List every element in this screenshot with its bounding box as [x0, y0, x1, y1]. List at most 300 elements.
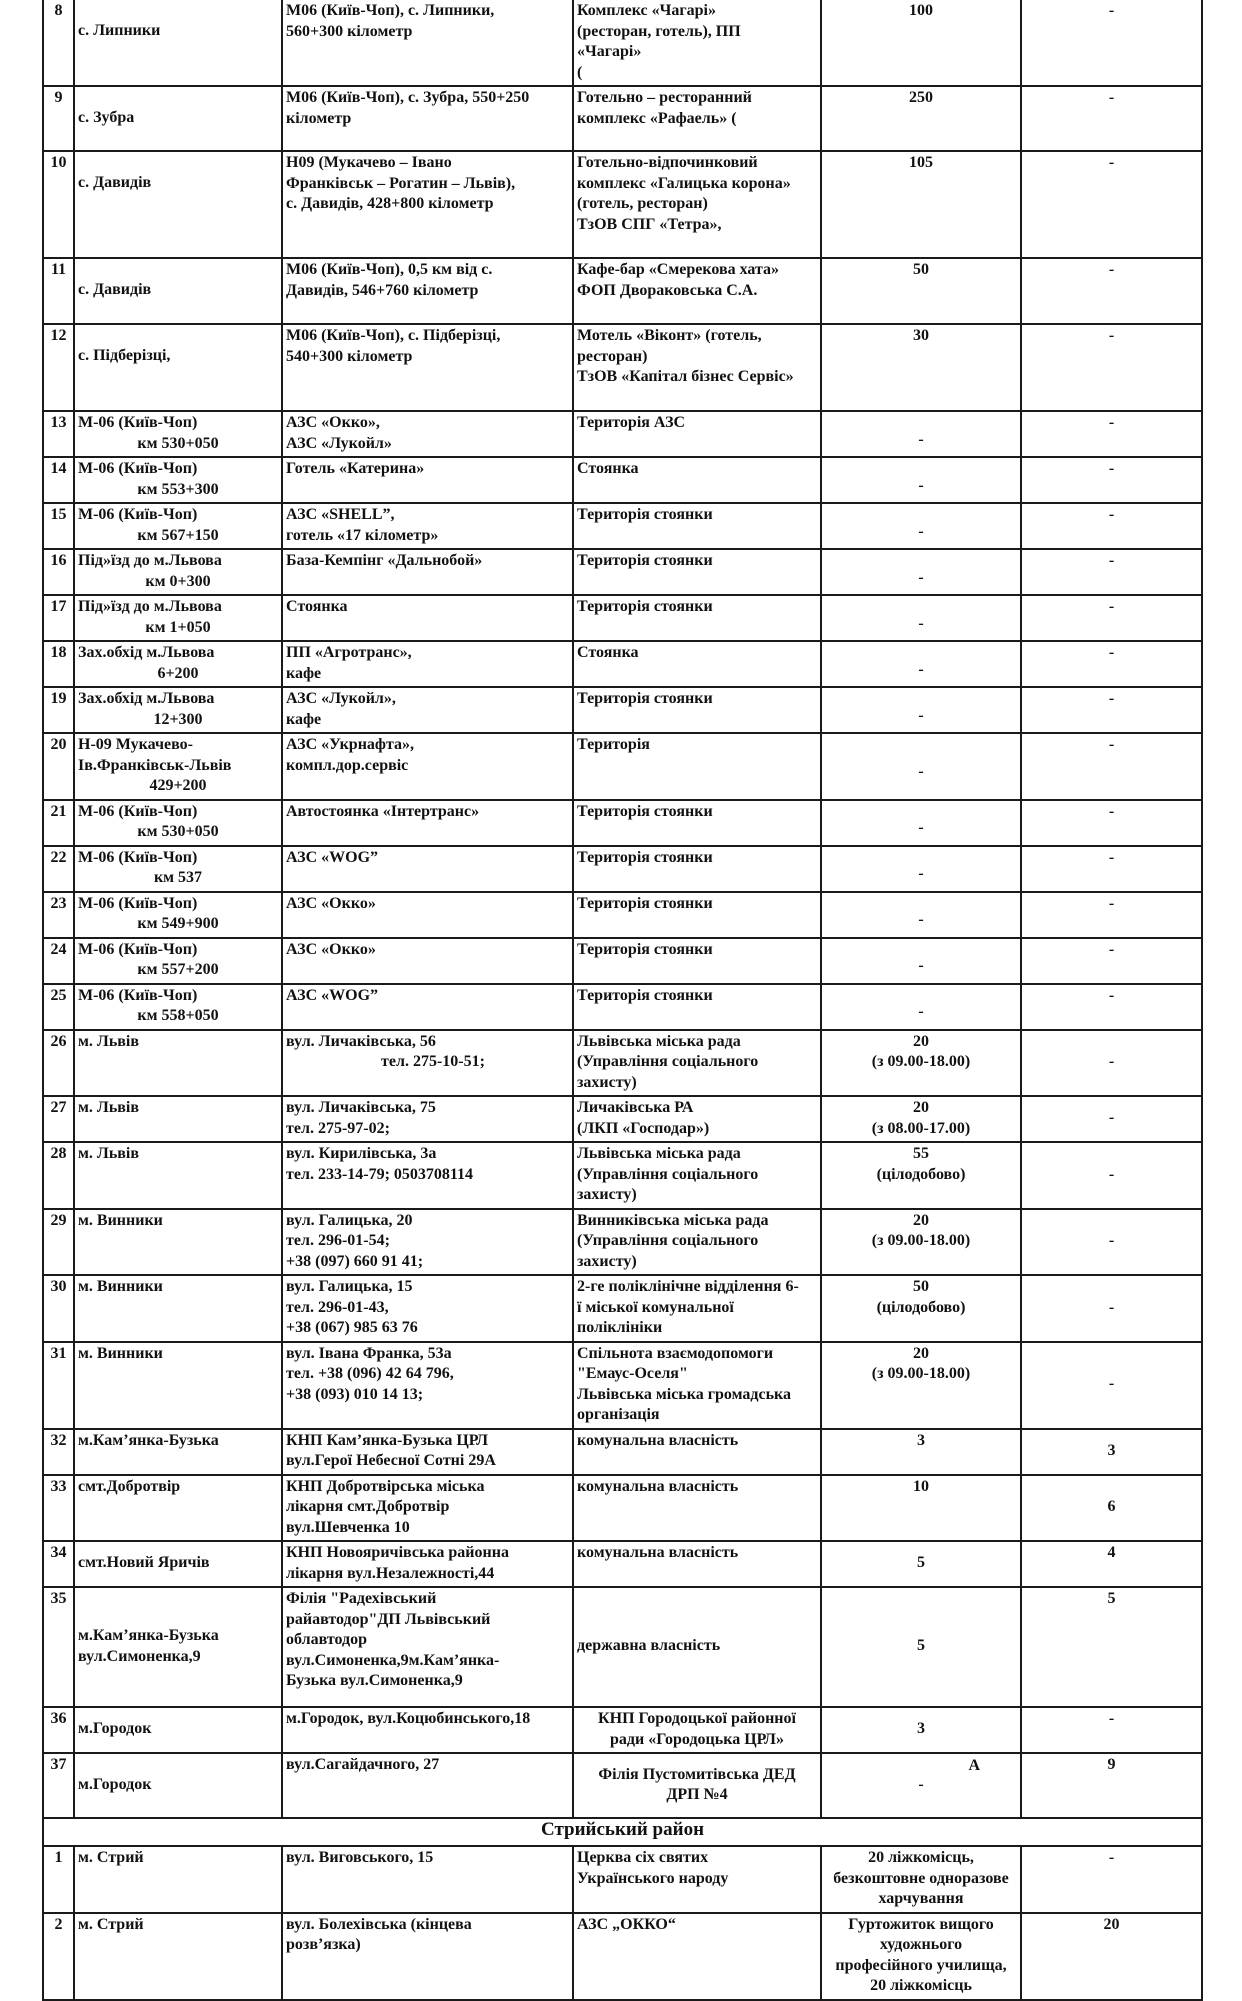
place-cell	[74, 733, 282, 800]
capacity-cell	[821, 595, 1021, 641]
object-cell: Територія АЗС	[573, 411, 821, 457]
place-km-text: км 549+900	[137, 915, 219, 932]
capacity-text: -	[918, 522, 924, 540]
place-cell	[74, 549, 282, 595]
place-cell	[74, 1587, 282, 1707]
object-cell: Територія стоянки	[573, 984, 821, 1030]
table-row	[43, 151, 1202, 258]
capacity-cell	[821, 411, 1021, 457]
extra-cell: -	[1021, 1275, 1202, 1342]
capacity-text: -	[918, 706, 924, 724]
row-number: 33	[43, 1475, 74, 1542]
extra-cell: 5	[1021, 1587, 1202, 1707]
object-cell: Територія стоянки	[573, 503, 821, 549]
place-text: смт.Добротвір	[78, 1477, 181, 1495]
place-text: М-06 (Київ-Чоп)	[78, 460, 198, 477]
place-text: с. Липники	[78, 22, 161, 39]
table-row	[43, 1846, 1202, 1913]
place-km-text: 429+200	[149, 777, 207, 794]
table-row	[43, 1587, 1202, 1707]
place-text: Зах.обхід м.Львова	[78, 644, 215, 661]
road-cell	[282, 503, 573, 549]
capacity-cell	[821, 1275, 1021, 1342]
capacity-text: -	[918, 819, 924, 837]
capacity-cell	[821, 1541, 1021, 1587]
road-cell	[282, 1475, 573, 1542]
road-text: КНП Новояричівська районна лікарня вул.Незалежності,44	[286, 1544, 509, 1582]
object-cell: Територія стоянки	[573, 846, 821, 892]
capacity-cell	[821, 1707, 1021, 1753]
place-cell	[74, 938, 282, 984]
place-text: М-06 (Київ-Чоп)	[78, 894, 198, 912]
row-number: 19	[43, 687, 74, 733]
place-km-text: 6+200	[157, 664, 199, 682]
table-row	[43, 1753, 1202, 1818]
extra-cell: -	[1021, 1030, 1202, 1097]
road-cell	[282, 595, 573, 641]
capacity-text: -	[918, 763, 924, 780]
road-cell	[282, 1275, 573, 1342]
object-cell: Територія стоянки	[573, 549, 821, 595]
phone-text: тел. 275-10-51;	[381, 1053, 485, 1070]
capacity-cell	[821, 457, 1021, 503]
place-text: м.Городок	[78, 1720, 152, 1738]
place-text: м. Львів	[78, 1145, 140, 1162]
table-row	[43, 1541, 1202, 1587]
object-cell: Стоянка	[573, 457, 821, 503]
row-number: 25	[43, 984, 74, 1030]
place-text: с. Зубра	[78, 109, 135, 126]
row-number: 1	[43, 1846, 74, 1913]
extra-cell: -	[1021, 1096, 1202, 1142]
place-cell	[74, 1753, 282, 1818]
object-cell: Спільнота взаємодопомоги "Емаус-Оселя" Львівська міська громадська організація	[573, 1342, 821, 1429]
road-text: Філія "Радехівський райавтодор"ДП Львівський облавтодор вул.Симоненка,9м.Кам’янка- Бузька вул.Симоненка,9	[286, 1590, 500, 1689]
table-row	[43, 687, 1202, 733]
extra-cell: -	[1021, 595, 1202, 641]
row-number: 14	[43, 457, 74, 503]
place-cell	[74, 892, 282, 938]
extra-cell: -	[1021, 86, 1202, 151]
table-row	[43, 1275, 1202, 1342]
place-text: м. Винники	[78, 1278, 163, 1295]
row-number: 28	[43, 1142, 74, 1209]
capacity-text: 20 (з 08.00-17.00)	[871, 1099, 971, 1137]
road-text: вул. Личаківська, 56	[286, 1032, 436, 1050]
place-cell	[74, 1541, 282, 1587]
object-cell: комунальна власність	[573, 1429, 821, 1475]
row-number: 23	[43, 892, 74, 938]
table-row	[43, 411, 1202, 457]
road-cell: вул. Болехівська (кінцева розв’язка)	[282, 1913, 573, 2000]
capacity-text: 20 (з 09.00-18.00)	[871, 1211, 971, 1249]
object-cell: КНП Городоцької районної ради «Городоцька ЦРЛ»	[573, 1707, 821, 1753]
extra-cell: -	[1021, 641, 1202, 687]
extra-cell: -	[1021, 1142, 1202, 1209]
row-number: 20	[43, 733, 74, 800]
road-text: вул. Личаківська, 75 тел. 275-97-02;	[286, 1099, 436, 1137]
row-number: 36	[43, 1707, 74, 1753]
object-cell: Територія стоянки	[573, 687, 821, 733]
place-cell: м. Стрий	[74, 1846, 282, 1913]
place-text: М-06 (Київ-Чоп)	[78, 848, 198, 866]
object-cell: Львівська міська рада (Управління соціального захисту)	[573, 1142, 821, 1209]
table-row	[43, 0, 1202, 86]
row-number: 18	[43, 641, 74, 687]
capacity-cell	[821, 733, 1021, 800]
object-cell: комунальна власність	[573, 1541, 821, 1587]
table-row	[43, 1707, 1202, 1753]
capacity-cell: 250	[821, 86, 1021, 151]
table-row	[43, 800, 1202, 846]
extra-cell: -	[1021, 0, 1202, 86]
object-cell: Стоянка	[573, 641, 821, 687]
extra-cell: -	[1021, 1707, 1202, 1753]
road-text: АЗС «Окко»	[286, 894, 376, 912]
place-cell	[74, 1475, 282, 1542]
table-row	[43, 324, 1202, 411]
road-cell	[282, 892, 573, 938]
row-number: 15	[43, 503, 74, 549]
extra-cell: 9	[1021, 1753, 1202, 1818]
place-text: м. Винники	[78, 1344, 163, 1362]
road-text: вул.Сагайдачного, 27	[286, 1756, 440, 1773]
row-number: 35	[43, 1587, 74, 1707]
road-cell	[282, 641, 573, 687]
place-text: м.Городок	[78, 1775, 152, 1793]
place-cell	[74, 800, 282, 846]
row-number: 22	[43, 846, 74, 892]
table-row	[43, 1030, 1202, 1097]
capacity-cell	[821, 1429, 1021, 1475]
place-text: М-06 (Київ-Чоп)	[78, 802, 198, 820]
capacity-cell	[821, 892, 1021, 938]
place-km-text: км 0+300	[145, 572, 211, 590]
extra-cell: -	[1021, 258, 1202, 324]
capacity-text: -	[918, 865, 924, 883]
road-text: АЗС «Укрнафта», компл.дор.сервіс	[286, 736, 415, 774]
section-header-row	[43, 1818, 1202, 1846]
road-cell	[282, 1342, 573, 1429]
row-number: 29	[43, 1209, 74, 1276]
road-cell	[282, 687, 573, 733]
place-cell	[74, 641, 282, 687]
road-cell	[282, 938, 573, 984]
place-cell	[74, 1209, 282, 1276]
table-row	[43, 984, 1202, 1030]
extra-cell: -	[1021, 687, 1202, 733]
object-cell: Територія стоянки	[573, 595, 821, 641]
road-cell	[282, 984, 573, 1030]
table-row	[43, 1475, 1202, 1542]
extra-cell: -	[1021, 938, 1202, 984]
row-number: 10	[43, 151, 74, 258]
table-row	[43, 1429, 1202, 1475]
capacity-text: 3	[917, 1431, 925, 1449]
capacity-cell	[821, 641, 1021, 687]
capacity-text: -	[918, 476, 924, 494]
table-row	[43, 503, 1202, 549]
road-text: АЗС «Лукойл», кафе	[286, 690, 396, 728]
extra-cell: -	[1021, 411, 1202, 457]
road-text: АЗС «WOG”	[286, 986, 379, 1004]
place-text: м.Кам’янка-Бузька вул.Симоненка,9	[78, 1627, 219, 1665]
row-number: 31	[43, 1342, 74, 1429]
object-cell: Територія	[573, 733, 821, 800]
road-text: АЗС «Окко»	[286, 940, 376, 958]
row-number: 26	[43, 1030, 74, 1097]
object-cell: Львівська міська рада (Управління соціального захисту)	[573, 1030, 821, 1097]
road-cell	[282, 411, 573, 457]
place-text: м. Львів	[78, 1032, 140, 1050]
road-cell: Н09 (Мукачево – Івано Франківськ – Рогатин – Львів), с. Давидів, 428+800 кілометр	[282, 151, 573, 258]
road-cell	[282, 1429, 573, 1475]
capacity-cell	[821, 846, 1021, 892]
row-number: 8	[43, 0, 74, 86]
extra-cell: 3	[1021, 1429, 1202, 1475]
place-cell	[74, 687, 282, 733]
capacity-text: 20 (з 09.00-18.00)	[871, 1032, 971, 1070]
road-cell: М06 (Київ-Чоп), 0,5 км від с. Давидів, 546+760 кілометр	[282, 258, 573, 324]
table-row	[43, 86, 1202, 151]
place-km-text: км 558+050	[137, 1007, 219, 1024]
capacity-text: -	[918, 1003, 924, 1021]
place-km-text: км 1+050	[145, 618, 211, 636]
place-text: Під»їзд до м.Львова	[78, 598, 222, 615]
row-number: 37	[43, 1753, 74, 1818]
extra-cell: -	[1021, 892, 1202, 938]
capacity-cell	[821, 549, 1021, 595]
row-number: 30	[43, 1275, 74, 1342]
road-cell	[282, 1030, 573, 1097]
road-text: АЗС «SHELL”, готель «17 кілометр»	[286, 506, 439, 544]
table-row	[43, 457, 1202, 503]
capacity-cell	[821, 1096, 1021, 1142]
place-text: М-06 (Київ-Чоп)	[78, 986, 198, 1004]
extra-cell: -	[1021, 151, 1202, 258]
place-km-text: 12+300	[153, 710, 203, 728]
place-text: с. Підберізці,	[78, 347, 171, 364]
object-cell: Філія Пустомитівська ДЕД ДРП №4	[573, 1753, 821, 1818]
table-row	[43, 1342, 1202, 1429]
capacity-cell: 20 ліжкомісць, безкоштовне одноразове харчування	[821, 1846, 1021, 1913]
capacity-text: -	[918, 614, 924, 632]
object-cell: Територія стоянки	[573, 800, 821, 846]
extra-cell: -	[1021, 457, 1202, 503]
road-text: Готель «Катерина»	[286, 460, 425, 477]
place-cell	[74, 86, 282, 151]
table-row	[43, 641, 1202, 687]
table-body	[43, 0, 1202, 2000]
road-text: м.Городок, вул.Коцюбинського,18	[286, 1710, 531, 1727]
road-cell	[282, 1142, 573, 1209]
road-cell: М06 (Київ-Чоп), с. Зубра, 550+250 кілометр	[282, 86, 573, 151]
place-cell	[74, 1142, 282, 1209]
place-cell	[74, 1342, 282, 1429]
capacity-text: 50 (цілодобово)	[876, 1278, 966, 1316]
capacity-text: 20 (з 09.00-18.00)	[871, 1344, 971, 1382]
place-cell	[74, 1030, 282, 1097]
road-cell	[282, 549, 573, 595]
capacity-text: -	[918, 911, 924, 929]
extra-cell: -	[1021, 503, 1202, 549]
object-cell: Личаківська РА (ЛКП «Господар»)	[573, 1096, 821, 1142]
place-km-text: км 530+050	[137, 434, 219, 452]
extra-cell: -	[1021, 549, 1202, 595]
road-cell	[282, 1096, 573, 1142]
row-number: 34	[43, 1541, 74, 1587]
road-cell	[282, 457, 573, 503]
table-row	[43, 892, 1202, 938]
extra-cell: -	[1021, 846, 1202, 892]
capacity-text: 3	[917, 1720, 925, 1738]
capacity-cell	[821, 687, 1021, 733]
capacity-cell	[821, 1030, 1021, 1097]
capacity-text: -	[918, 568, 924, 586]
road-cell	[282, 733, 573, 800]
row-number: 2	[43, 1913, 74, 2000]
capacity-text: 55 (цілодобово)	[876, 1145, 966, 1183]
place-cell	[74, 984, 282, 1030]
place-text: с. Давидів	[78, 174, 152, 191]
road-text: вул. Кирилівська, 3а тел. 233-14-79; 0503708114	[286, 1145, 474, 1183]
road-cell: М06 (Київ-Чоп), с. Підберізці, 540+300 кілометр	[282, 324, 573, 411]
table-row	[43, 258, 1202, 324]
capacity-cell	[821, 984, 1021, 1030]
road-text: Автостоянка «Інтертранс»	[286, 802, 480, 820]
capacity-text: -	[918, 1775, 924, 1793]
place-km-text: км 567+150	[137, 526, 219, 544]
object-cell: Кафе-бар «Смерекова хата» ФОП Двораковська С.А.	[573, 258, 821, 324]
extra-cell: 6	[1021, 1475, 1202, 1542]
row-number: 12	[43, 324, 74, 411]
row-number: 17	[43, 595, 74, 641]
road-cell	[282, 846, 573, 892]
place-km-text: км 553+300	[137, 480, 219, 498]
shelter-points-table	[42, 0, 1203, 2001]
road-text: вул. Галицька, 20 тел. 296-01-54; +38 (097) 660 91 41;	[286, 1211, 424, 1270]
table-row	[43, 733, 1202, 800]
place-cell	[74, 1096, 282, 1142]
capacity-cell	[821, 938, 1021, 984]
place-text: Зах.обхід м.Львова	[78, 690, 215, 707]
capacity-cell: Гуртожиток вищого художнього професійного училища, 20 ліжкомісць	[821, 1913, 1021, 2000]
capacity-text: -	[918, 660, 924, 678]
row-number: 13	[43, 411, 74, 457]
row-number: 11	[43, 258, 74, 324]
capacity-text: 5	[917, 1637, 925, 1655]
road-cell: вул. Виговського, 15	[282, 1846, 573, 1913]
row-number: 16	[43, 549, 74, 595]
extra-cell: -	[1021, 984, 1202, 1030]
road-cell: М06 (Київ-Чоп), с. Липники, 560+300 кілометр	[282, 0, 573, 86]
place-text: М-06 (Київ-Чоп)	[78, 940, 198, 958]
table-row	[43, 938, 1202, 984]
object-cell: Церква сіх святих Українського народу	[573, 1846, 821, 1913]
object-cell: Мотель «Віконт» (готель, ресторан) ТзОВ «Капітал бізнес Сервіс»	[573, 324, 821, 411]
capacity-text: 10	[913, 1477, 929, 1495]
table-row	[43, 595, 1202, 641]
row-number: 21	[43, 800, 74, 846]
place-km-text: км 557+200	[137, 961, 219, 978]
extra-cell: -	[1021, 1209, 1202, 1276]
capacity-cell	[821, 1475, 1021, 1542]
place-text: м.Кам’янка-Бузька	[78, 1431, 219, 1449]
capacity-cell	[821, 1342, 1021, 1429]
place-cell	[74, 151, 282, 258]
place-text: м. Львів	[78, 1099, 140, 1116]
extra-cell: 4	[1021, 1541, 1202, 1587]
place-text: Під»їзд до м.Львова	[78, 552, 222, 569]
capacity-cell	[821, 1209, 1021, 1276]
capacity-text: 5	[917, 1554, 925, 1572]
place-cell	[74, 411, 282, 457]
object-cell: державна власність	[573, 1587, 821, 1707]
object-cell: Готельно-відпочинковий комплекс «Галицька корона» (готель, ресторан) ТзОВ СПГ «Тетра»,	[573, 151, 821, 258]
place-cell	[74, 0, 282, 86]
place-km-text: км 537	[153, 869, 203, 886]
place-text: м. Винники	[78, 1211, 163, 1229]
place-cell	[74, 258, 282, 324]
row-number: 27	[43, 1096, 74, 1142]
capacity-cell: 105	[821, 151, 1021, 258]
road-cell	[282, 1587, 573, 1707]
extra-cell: -	[1021, 1342, 1202, 1429]
place-text: с. Давидів	[78, 281, 152, 298]
place-cell	[74, 1707, 282, 1753]
place-text: смт.Новий Яричів	[78, 1554, 210, 1572]
road-text: КНП Добротвірська міська лікарня смт.Добротвір вул.Шевченка 10	[286, 1477, 485, 1536]
road-text: вул. Івана Франка, 53а тел. +38 (096) 42 64 796, +38 (093) 010 14 13;	[286, 1344, 454, 1403]
road-cell	[282, 1753, 573, 1818]
object-cell: Територія стоянки	[573, 892, 821, 938]
road-text: ПП «Агротранс», кафе	[286, 644, 412, 682]
object-cell: Територія стоянки	[573, 938, 821, 984]
place-text: М-06 (Київ-Чоп)	[78, 414, 198, 431]
table-row	[43, 1913, 1202, 2000]
road-cell	[282, 1541, 573, 1587]
place-cell	[74, 1275, 282, 1342]
object-cell: Готельно – ресторанний комплекс «Рафаель» (	[573, 86, 821, 151]
capacity-cell: 30	[821, 324, 1021, 411]
section-title: Стрийський район	[43, 1818, 1202, 1846]
table-row	[43, 1209, 1202, 1276]
place-text: М-06 (Київ-Чоп)	[78, 506, 198, 523]
capacity-text: -	[918, 430, 924, 448]
extra-cell: 20	[1021, 1913, 1202, 2000]
road-text: КНП Кам’янка-Бузька ЦРЛ вул.Герої Небесної Сотні 29А	[286, 1431, 496, 1469]
road-text: База-Кемпінг «Дальнобой»	[286, 552, 483, 569]
object-cell: Винниківська міська рада (Управління соціального захисту)	[573, 1209, 821, 1276]
table-row	[43, 846, 1202, 892]
capacity-cell	[821, 503, 1021, 549]
place-km-text: км 530+050	[137, 823, 219, 840]
capacity-mark: А	[968, 1757, 980, 1774]
road-cell	[282, 1209, 573, 1276]
place-cell	[74, 846, 282, 892]
place-cell	[74, 324, 282, 411]
capacity-cell	[821, 800, 1021, 846]
road-cell	[282, 1707, 573, 1753]
place-cell	[74, 595, 282, 641]
object-cell: комунальна власність	[573, 1475, 821, 1542]
object-cell: АЗС „ОККО“	[573, 1913, 821, 2000]
place-cell	[74, 1429, 282, 1475]
capacity-cell	[821, 1753, 1021, 1818]
capacity-cell: 50	[821, 258, 1021, 324]
road-text: АЗС «WOG”	[286, 848, 379, 866]
place-cell	[74, 503, 282, 549]
